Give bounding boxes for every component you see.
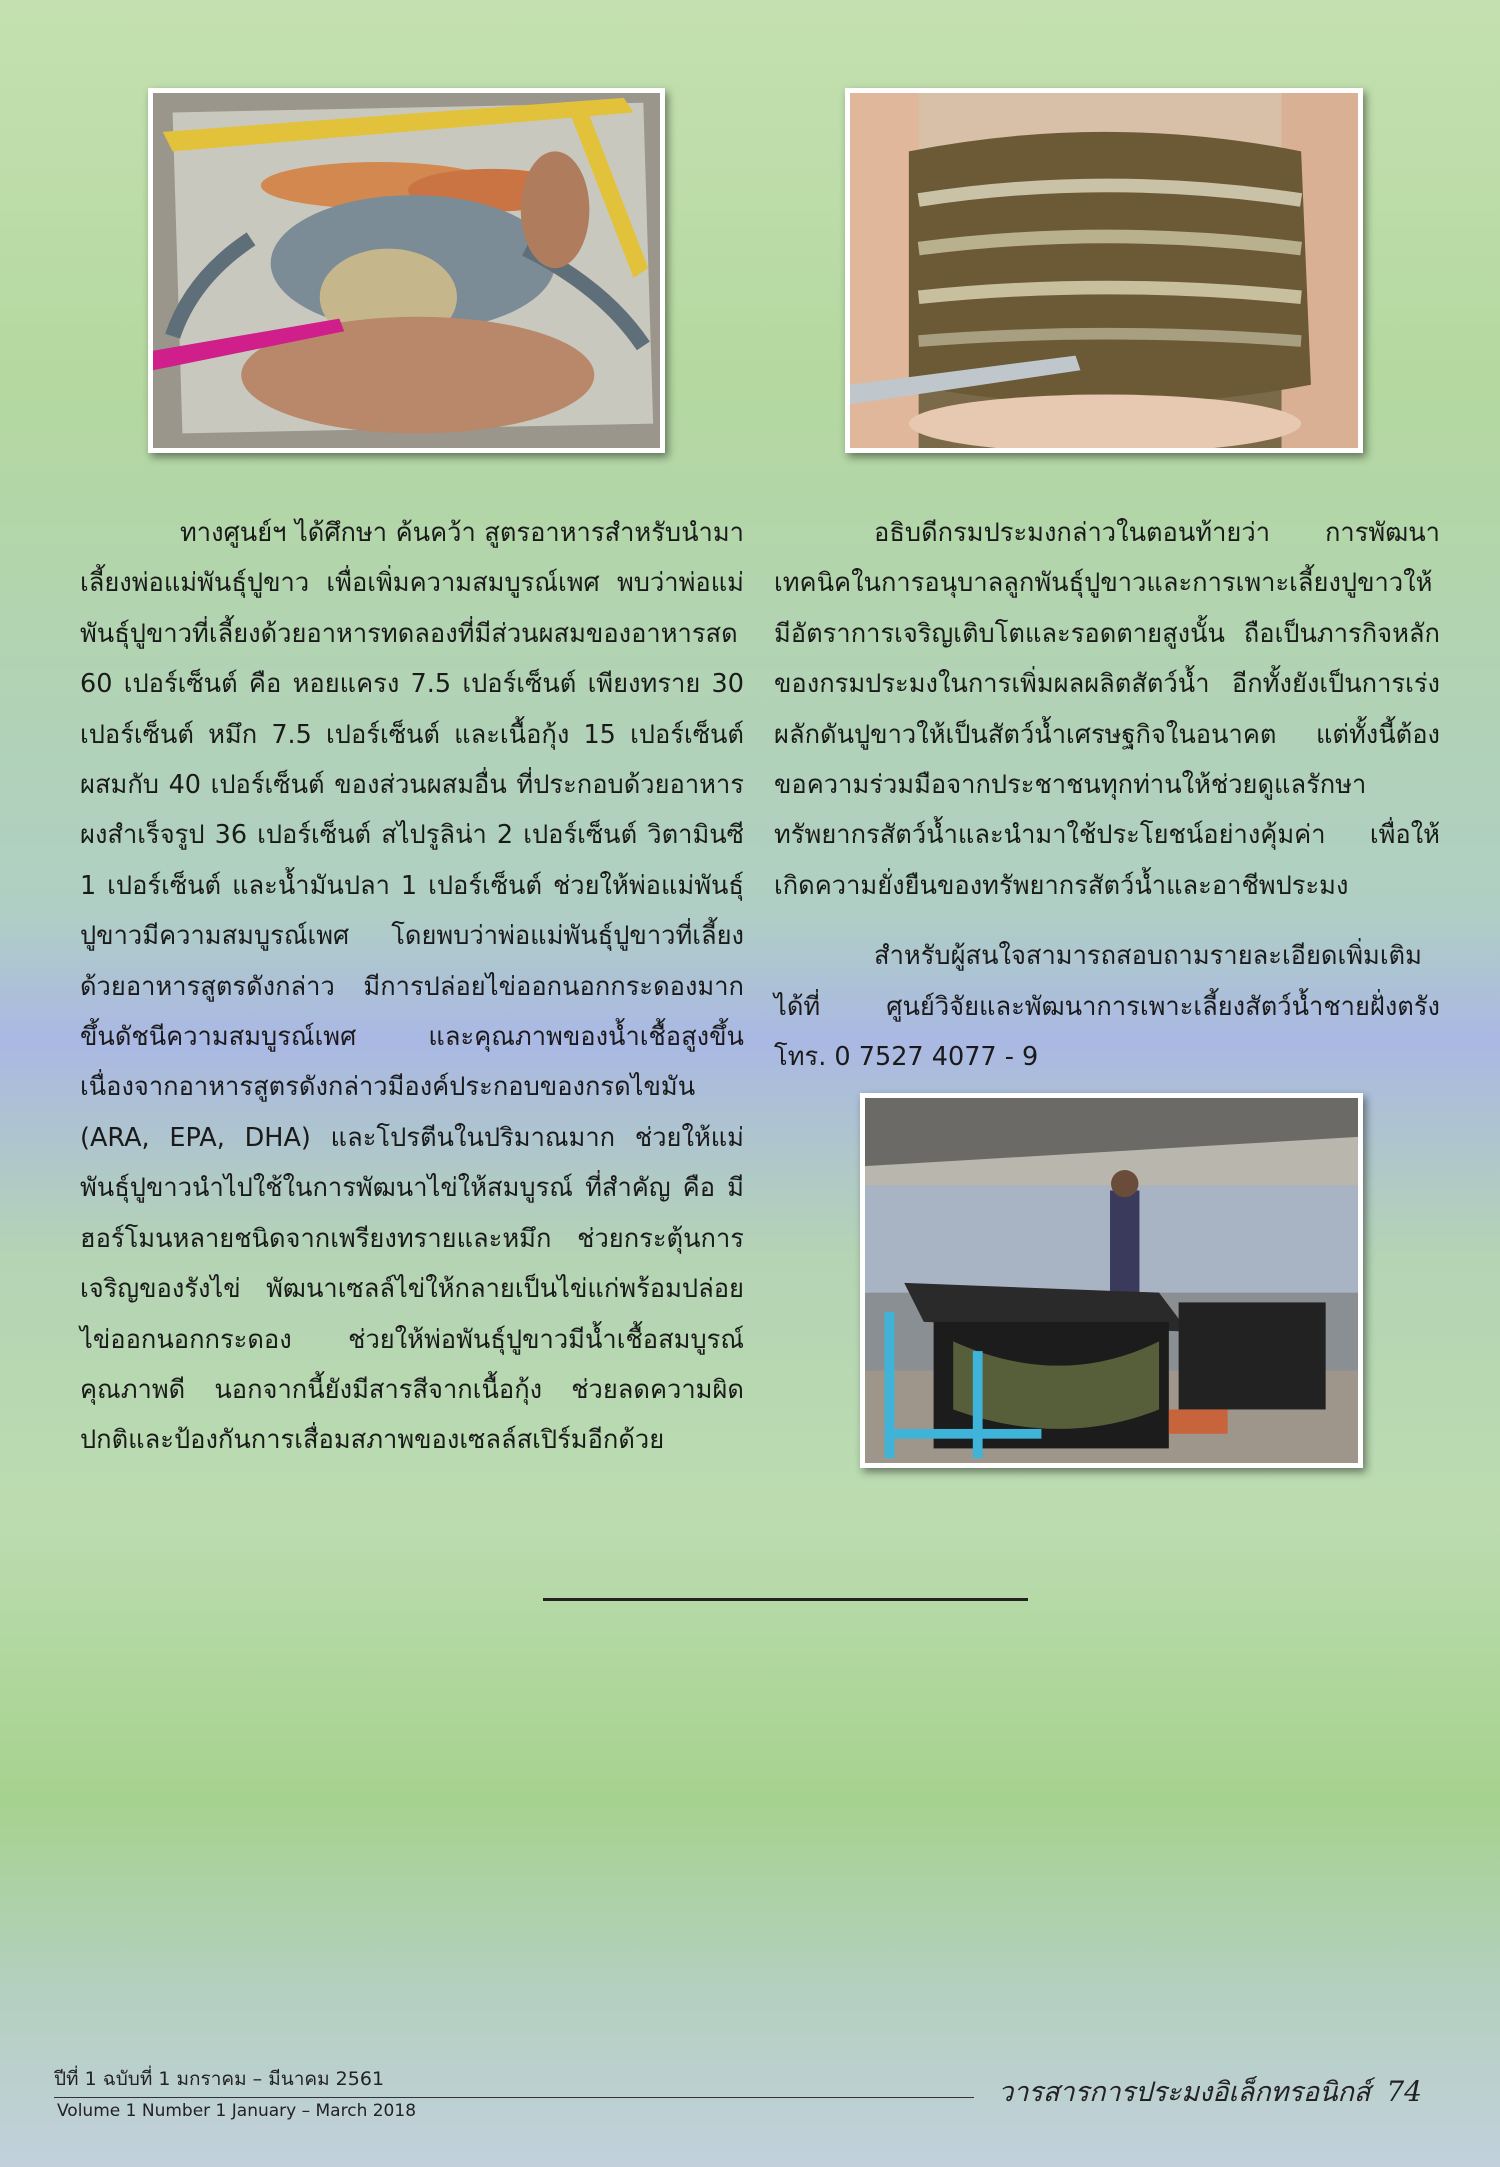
footer-issue-english: Volume 1 Number 1 January – March 2018	[57, 2101, 417, 2121]
journal-name: วารสารการประมงอิเล็กทรอนิกส์	[998, 2077, 1371, 2108]
article-right-column	[774, 508, 1440, 1082]
photo-crab-tanks	[860, 1093, 1363, 1468]
article-paragraph-director: อธิบดีกรมประมงกล่าวในตอนท้ายว่า การพัฒนาเทคนิคในการอนุบาลลูกพันธุ์ปูขาวและการเพาะเลี้ยงปูขาวให้มีอัตราการเจริญเติบโตและรอดตายสูงนั้น ถือเป็นภารกิจหลักของกรมประมงในการเพิ่มผลผลิตสัตว์น้ำ อีกทั้งยังเป็นการเร่งผลักดันปูขาวให้เป็นสัตว์น้ำเศรษฐกิจในอนาคต แต่ทั้งนี้ต้องขอความร่วมมือจากประชาชนทุกท่านให้ช่วยดูแลรักษาทรัพยากรสัตว์น้ำและนำมาใช้ประโยชน์อย่างคุ้มค่า เพื่อให้เกิดความยั่งยืนของทรัพยากรสัตว์น้ำและอาชีพประมง	[774, 518, 1440, 901]
article-left-column	[80, 508, 744, 1466]
footer-journal-title	[998, 2070, 1422, 2113]
article-paragraph-left: ทางศูนย์ฯ ได้ศึกษา ค้นคว้า สูตรอาหารสำหรับนำมาเลี้ยงพ่อแม่พันธุ์ปูขาว เพื่อเพิ่มความสมบูรณ์เพศ พบว่าพ่อแม่พันธุ์ปูขาวที่เลี้ยงด้วยอาหารทดลองที่มีส่วนผสมของอาหารสด 60 เปอร์เซ็นต์ คือ หอยแครง 7.5 เปอร์เซ็นต์ เพียงทราย 30 เปอร์เซ็นต์ หมึก 7.5 เปอร์เซ็นต์ และเนื้อกุ้ง 15 เปอร์เซ็นต์ ผสมกับ 40 เปอร์เซ็นต์ ของส่วนผสมอื่น ที่ประกอบด้วยอาหารผงสำเร็จรูป 36 เปอร์เซ็นต์ สไปรูลิน่า 2 เปอร์เซ็นต์ วิตามินซี 1 เปอร์เซ็นต์ และน้ำมันปลา 1 เปอร์เซ็นต์ ช่วยให้พ่อแม่พันธุ์ปูขาวมีความสมบูรณ์เพศ โดยพบว่าพ่อแม่พันธุ์ปูขาวที่เลี้ยงด้วยอาหารสูตรดังกล่าว มีการปล่อยไข่ออกนอกกระดองมากขึ้นดัชนีความสมบูรณ์เพศ และคุณภาพของน้ำเชื้อสูงขึ้นเนื่องจากอาหารสูตรดังกล่าวมีองค์ประกอบของกรดไขมัน (ARA, EPA, DHA) และโปรตีนในปริมาณมาก ช่วยให้แม่พันธุ์ปูขาวนำไปใช้ในการพัฒนาไข่ให้สมบูรณ์ ที่สำคัญ คือ มีฮอร์โมนหลายชนิดจากเพรียงทรายและหมึก ช่วยกระตุ้นการเจริญของรังไข่ พัฒนาเซลล์ไข่ให้กลายเป็นไข่แก่พร้อมปล่อยไข่ออกนอกกระดอง ช่วยให้พ่อพันธุ์ปูขาวมีน้ำเชื้อสมบูรณ์ คุณภาพดี นอกจากนี้ยังมีสารสีจากเนื้อกุ้ง ช่วยลดความผิดปกติและป้องกันการเสื่อมสภาพของเซลล์สเปิร์มอีกด้วย	[80, 518, 744, 1456]
footer-issue-thai: ปีที่ 1 ฉบับที่ 1 มกราคม – มีนาคม 2561	[54, 2068, 385, 2090]
photo-crab-abdomen	[845, 88, 1363, 453]
photo-crab-underside	[148, 88, 665, 453]
footer-rule	[54, 2097, 974, 2098]
section-divider	[543, 1598, 1028, 1601]
article-paragraph-contact: สำหรับผู้สนใจสามารถสอบถามรายละเอียดเพิ่มเติมได้ที่ ศูนย์วิจัยและพัฒนาการเพาะเลี้ยงสัตว์น้ำชายฝั่งตรัง โทร. 0 7527 4077 - 9	[774, 941, 1440, 1073]
page-number: 74	[1386, 2075, 1422, 2108]
